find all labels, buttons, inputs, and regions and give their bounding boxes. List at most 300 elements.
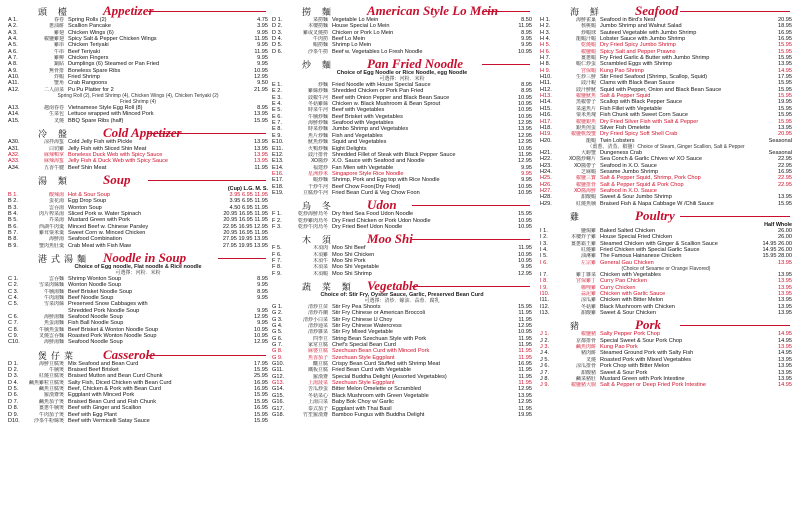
item-price: 11.95: [254, 164, 268, 171]
section-note: （薑蔥、清蒸、椒鹽）Choice of Steam, Ginger Scallion, Salt & Pepper: [587, 143, 745, 150]
item-price: 11.95: [518, 348, 532, 355]
item-name: Bamboo Fungus with Buddha Delight: [332, 411, 425, 418]
item-number: B 9.: [8, 242, 18, 249]
section-title-chinese: 蔬 菜 類: [302, 283, 355, 293]
item-name: Crab Rangoons: [68, 80, 108, 87]
item-name-chinese: 蔥油餅: [48, 23, 64, 30]
item-name: Stir Fry Mixed Vegetable: [332, 329, 393, 336]
section-title-chinese: 海 鮮: [570, 8, 603, 18]
item-number: F 8.: [272, 264, 282, 271]
item-name: Fish and Vegetables: [332, 132, 383, 139]
section-title: Udon: [367, 197, 397, 213]
item-name-chinese: 清炒雜菜: [307, 329, 328, 336]
item-name: House Special Fried Chicken: [600, 234, 673, 241]
item-number: J 1.: [540, 331, 550, 338]
item-number: A 7.: [8, 55, 18, 62]
item-number: C 8.: [8, 326, 19, 333]
item-name-chinese: 魷魚炒麵: [307, 139, 328, 146]
item-name: X.O. Sauce with Seafood and Noodle: [332, 158, 425, 165]
item-name: Salt & Pepper Squid, Shrimp, Pork Chop: [600, 175, 701, 182]
item-price: 4.75: [257, 17, 268, 23]
item-name-chinese: 雪菜肉絲: [43, 301, 64, 308]
item-price: 14.95 26.00: [762, 240, 792, 247]
item-price: 15.95: [778, 86, 792, 93]
item-name-chinese: 清炒通菜: [307, 323, 328, 330]
item-number: I 8.: [540, 278, 548, 285]
item-price: 15.95: [518, 211, 532, 218]
item-price: 17.95: [254, 360, 268, 367]
item-name-chinese: 星洲炒米: [307, 170, 328, 177]
item-price: 12.95: [518, 270, 532, 277]
item-number: F 3.: [272, 223, 282, 230]
item-number: A 8.: [8, 61, 18, 68]
item-number: E 1.: [272, 82, 282, 89]
item-name: Beef Chow Foon(Dry Fried): [332, 183, 401, 190]
item-name: Special Buddha Delight (Assorted Vegetables): [332, 373, 447, 380]
item-name: Wonton Noodle Soup: [68, 282, 122, 289]
item-price: 14.95: [778, 331, 792, 338]
item-price: 10.95: [518, 101, 532, 108]
item-number: E 2.: [272, 88, 282, 95]
item-price: 8.95: [257, 275, 268, 282]
item-name-chinese: 豉汁排骨: [307, 151, 328, 158]
item-number: H27.: [540, 187, 552, 194]
menu-item: [8, 418, 268, 424]
item-number: F 7.: [272, 257, 282, 264]
item-price: 11.95: [518, 316, 532, 323]
item-name: Dry fried Sea Food Udon Noodle: [332, 211, 414, 218]
item-name: Beef, Chicken & Pork with Bean Curd: [68, 386, 161, 393]
item-name: Stir Fry Chinese or American Broccoli: [332, 310, 425, 317]
item-name: Fan Mien with Vegetable: [332, 164, 394, 171]
item-price: 9.95: [257, 307, 268, 314]
item-price: 16.95: [254, 405, 268, 412]
item-name-chinese: 紅燒魚腩: [575, 200, 596, 207]
item-name: Twin Lobsters: [600, 137, 635, 144]
item-price: 13.95: [778, 310, 792, 317]
item-number: E18.: [272, 183, 284, 190]
item-price: 12.95: [254, 314, 268, 321]
item-name: Mustard Green with Pork: [68, 217, 130, 224]
item-name-chinese: 雞絲炒麵: [307, 88, 328, 95]
item-number: B 1.: [8, 191, 18, 198]
item-name-chinese: 芝麻蝦: [580, 168, 596, 175]
item-name-chinese: 蝦仁炒蛋: [575, 61, 596, 68]
item-price: 14.95: [778, 337, 792, 344]
item-name: BBQ Spare Ribs (half): [68, 117, 124, 124]
item-name: Spicy Salt and Pepper Prawns: [600, 48, 676, 55]
item-number: J 2.: [540, 337, 550, 344]
item-name-chinese: 冬菇雞: [580, 303, 596, 310]
item-number: H15.: [540, 105, 552, 112]
section-title: Pork: [635, 317, 661, 333]
item-name-chinese: XO醬炒螺片: [568, 156, 596, 163]
item-name-chinese: 芥菜湯: [48, 217, 64, 224]
item-price: 13.95: [778, 124, 792, 131]
section-header: [272, 198, 532, 211]
item-number: H25.: [540, 175, 552, 182]
item-name-chinese: 春卷: [53, 17, 64, 23]
item-number: H 8.: [540, 61, 551, 68]
item-name-chinese: 涼瓜排骨: [575, 363, 596, 370]
item-price: 14.95 26.00: [762, 247, 792, 253]
item-number: G12.: [272, 373, 285, 380]
item-name: Mustard Green with Pork Intestine: [600, 375, 685, 382]
item-name-chinese: 炸蝦: [53, 74, 64, 81]
item-name: Kung Pao Shrimp: [600, 67, 644, 74]
item-name: Clams with Black Bean Sauce: [600, 80, 675, 87]
item-price: 16.95: [254, 379, 268, 386]
item-name-chinese: 乾炒雞肉烏冬: [297, 217, 328, 224]
item-name: Beef w. Vegetables Lo Fresh Noodle: [332, 48, 423, 55]
item-number: E 6.: [272, 113, 282, 120]
item-name-chinese: 豉椒牛河: [307, 94, 328, 101]
section-note: 可選擇：河粉．米粉: [379, 76, 425, 83]
item-number: D 2.: [8, 367, 19, 374]
item-name: Curry Chicken: [600, 284, 636, 291]
item-number: I 1.: [540, 227, 548, 234]
item-number: H16.: [540, 112, 552, 119]
item-number: C10.: [8, 339, 20, 346]
item-price: 13.95: [254, 158, 268, 165]
item-name-chinese: 魚香茄子: [307, 354, 328, 361]
item-name-chinese: 木須肉: [312, 245, 328, 252]
item-number: H 7.: [540, 55, 551, 62]
item-name: Chef's Special Bean Curd: [332, 342, 396, 349]
item-name: Seafood with Vegetables: [332, 120, 394, 127]
item-name-chinese: 本樓撈麵: [307, 23, 328, 30]
item-name: Stir Fry Pea Shoots: [332, 304, 381, 310]
item-number: E10.: [272, 139, 284, 146]
item-name: Squid with Pepper, Onion and Black Bean Sauce: [600, 86, 722, 93]
item-price: 13.95: [778, 284, 792, 291]
item-number: H 3.: [540, 29, 551, 36]
item-name-chinese: 福建炒: [312, 164, 328, 171]
item-price: 22.95 16.95 12.95: [222, 223, 268, 230]
item-name-chinese: 椒鹽蝦: [580, 48, 596, 55]
item-name-chinese: 清炒豆苗: [307, 304, 328, 310]
section-divider: [148, 180, 266, 181]
item-name: Salty Fish, Diced Chicken with Bean Curd: [68, 379, 172, 386]
item-price: 13.95: [778, 259, 792, 266]
item-number: E 7.: [272, 120, 282, 127]
section-title-chinese: 豬: [570, 322, 584, 333]
item-name: Stir Fried Seafood (Shrimp, Scallop, Squid): [600, 74, 707, 81]
item-name: Black Mushroom with Chicken: [600, 303, 675, 310]
item-price: 10.95: [518, 183, 532, 190]
menu-item: [8, 339, 268, 345]
item-name-chinese: 牛腩魚蛋麵: [38, 326, 64, 333]
item-number: E 9.: [272, 132, 282, 139]
item-number: B 8.: [8, 236, 18, 243]
item-price: 16.95: [254, 386, 268, 393]
item-number: D 7.: [8, 398, 19, 405]
item-number: H11.: [540, 80, 552, 87]
item-number: G 5.: [272, 329, 283, 336]
item-name-chinese: 雲吞湯: [48, 204, 64, 211]
item-name: Silver Fish Omelette: [600, 124, 651, 131]
item-name: Singapore Style Rice Noodle: [332, 170, 404, 177]
item-name-chinese: 椒鹽銀魚: [575, 118, 596, 125]
item-name: Preserved Snow Cabbages with: [68, 301, 148, 308]
item-name-chinese: 椒鹽豬: [580, 331, 596, 338]
item-price: 11.95: [518, 151, 532, 158]
item-name-chinese: 干炒牛河: [307, 183, 328, 190]
item-name: Sweet & Sour Pork: [600, 369, 648, 376]
item-number: E16.: [272, 170, 284, 177]
item-name: Dry Fried Chicken or Pork Udon Noodle: [332, 217, 431, 224]
item-price: 26.00: [778, 227, 792, 234]
item-name-chinese: 椒鹽豬大腸: [570, 382, 596, 389]
item-number: D10.: [8, 417, 20, 424]
item-price: 10.95: [254, 326, 268, 333]
item-number: H26.: [540, 181, 552, 188]
item-name-chinese: 龍蝦: [585, 137, 596, 144]
section-subtitle: Choice of Egg Noodle or Rice Noodle, egg Noodle: [336, 70, 468, 77]
item-number: I 4.: [540, 247, 548, 253]
item-name: Pork Chop with Bitter Melon: [600, 363, 670, 370]
item-name-chinese: 羅漢齋: [312, 373, 328, 380]
item-number: B 4.: [8, 210, 18, 217]
item-number: E14.: [272, 164, 284, 171]
item-number: E 5.: [272, 107, 282, 114]
item-name: Salt & Pepper Squid: [600, 93, 651, 100]
section-header: [8, 348, 268, 361]
item-name: Egg Drop Soup: [68, 198, 107, 205]
item-price: 12.95: [518, 158, 532, 165]
item-price: 10.95: [518, 145, 532, 152]
item-number: G 2.: [272, 310, 283, 317]
item-price: 9.95: [521, 42, 532, 49]
menu-item: [272, 412, 532, 418]
item-price: 25.95: [254, 373, 268, 380]
menu-item: [540, 382, 792, 388]
item-name: Beef with Onion Pepper and Black Bean Sauce: [332, 94, 450, 101]
item-name-chinese: 紅燒雞: [580, 247, 596, 253]
item-name-chinese: 海鮮豆腐煲: [38, 360, 64, 367]
item-number: J 9.: [540, 382, 550, 389]
item-name-chinese: 雞串: [53, 42, 64, 49]
item-name: Beef with Vermicelli Satay Sauce: [68, 417, 150, 424]
item-name-chinese: 宮保蝦: [580, 67, 596, 74]
item-number: G13.: [272, 380, 285, 387]
section-title-chinese: 炒 麵: [302, 61, 335, 72]
item-number: G 7.: [272, 342, 283, 349]
item-price: 11.95: [254, 48, 268, 55]
item-price: 20.95 16.95 11.95: [223, 217, 268, 224]
item-number: C 9.: [8, 333, 19, 340]
item-price: 16.95: [778, 36, 792, 43]
item-name-chinese: 核桃蝦: [580, 23, 596, 30]
item-number: E13.: [272, 158, 284, 165]
item-name: Wonton Soup: [68, 204, 102, 211]
item-price: 16.95: [778, 29, 792, 36]
section-header: [272, 4, 532, 17]
item-name: Salt & Pepper or Deep Fried Pork Intestine: [600, 382, 707, 389]
item-number: H13.: [540, 93, 552, 100]
item-number: A31.: [8, 145, 20, 152]
item-price: 15.95: [778, 118, 792, 125]
item-price: 10.95: [518, 257, 532, 264]
item-number: D 5.: [8, 386, 19, 393]
item-name: Moo Shi Shrimp: [332, 270, 372, 277]
item-name: Seafood Noodle Soup: [68, 339, 123, 346]
item-price: 10.95: [518, 189, 532, 196]
item-name: Vegetable Lo Mein: [332, 17, 379, 23]
item-number: D 5.: [272, 42, 283, 49]
item-price: 15.95: [518, 304, 532, 310]
item-price: 3.95 6.95 11.95: [229, 191, 268, 198]
item-name: Salt & Pepper Squid & Pork Chop: [600, 181, 684, 188]
section-subtitle: Choice of Egg noodle, Flat noodle & Rice noodle: [74, 263, 202, 270]
item-number: G16.: [272, 399, 285, 406]
item-name-chinese: 牛腩煲: [48, 367, 64, 374]
item-number: A 6.: [8, 48, 18, 55]
item-number: A11.: [8, 80, 20, 87]
item-number: D 4.: [8, 379, 19, 386]
item-number: G 4.: [272, 323, 283, 330]
item-number: E 3.: [272, 94, 282, 101]
item-price: 9.95: [257, 295, 268, 301]
item-price: 15.95: [254, 398, 268, 405]
item-name: Sesame Jumbo Shrimp: [600, 168, 659, 175]
item-name-chinese: 家常豆腐: [307, 342, 328, 349]
item-name-chinese: 宮保雞丁: [575, 278, 596, 285]
item-number: I12.: [540, 303, 550, 310]
item-price: 11.95: [518, 354, 532, 361]
section-header: [8, 4, 268, 17]
item-name: Lettuce wrapped with Minced Pork: [68, 111, 154, 118]
item-name: Pu Pu Platter for 2: [68, 86, 114, 93]
item-name: Beef Brisket Noodle Soup: [68, 288, 133, 295]
item-name-chinese: 大螃蟹: [580, 149, 596, 156]
item-name: Spicy Salt & Pepper Chicken Wings: [68, 36, 157, 43]
item-price: 15.95 28.00: [762, 253, 792, 260]
item-name-chinese: XO醬帶子: [573, 162, 596, 169]
item-name: Black Mushroom with Green Vegetable: [332, 392, 429, 399]
item-name: Jumbo Shrimp and Vegetables: [332, 126, 409, 133]
item-price: 13.95: [778, 369, 792, 376]
item-number: H18.: [540, 124, 552, 131]
item-name: Eggplant with Thai Basil: [332, 405, 392, 412]
item-number: H24.: [540, 168, 552, 175]
item-name: Roasted Pork with Mixed Vegetables: [600, 356, 692, 363]
item-name: Shrimp Wonton Soup: [68, 275, 122, 282]
item-number: D 2.: [272, 23, 283, 30]
section-title-chinese: 煲仔菜: [38, 351, 78, 362]
item-name-chinese: 四季豆: [312, 335, 328, 342]
item-name: Braised Fish & Napa Cabbage W /Chili Sauce: [600, 200, 714, 207]
item-name-chinese: 京都排骨: [575, 337, 596, 344]
section-title: American Style Lo Mein: [367, 3, 499, 18]
item-name-chinese: 粟米魚塊: [575, 112, 596, 119]
item-name: Braised Beef Brisket: [68, 367, 119, 374]
item-name: Scallop with Black Pepper Sauce: [600, 99, 683, 106]
item-name: Lobster Sauce with Jumbo Shrimp: [600, 36, 686, 43]
item-name: Beef with Vegetables: [332, 107, 385, 114]
section-header: [8, 126, 268, 139]
item-price: 8.50: [521, 17, 532, 23]
item-number: E19.: [272, 189, 284, 196]
item-name: Sliced Pork w. Water Spinach: [68, 210, 142, 217]
item-number: E11.: [272, 145, 284, 152]
item-name-chinese: 鹹魚茄子煲: [38, 398, 64, 405]
item-name: Chicken with Vegetables: [600, 272, 661, 279]
item-number: A 3.: [8, 29, 18, 36]
section-divider: [412, 239, 530, 240]
item-price: 9.95: [257, 55, 268, 62]
section-header: [540, 209, 792, 222]
section-title: Vegetable: [367, 278, 419, 293]
item-number: D 1.: [272, 17, 283, 23]
item-name: Chicken Fingers: [68, 55, 109, 62]
item-name-chinese: 雞茸粟米羹: [38, 229, 64, 236]
item-name-chinese: 麻辣鴨掌: [43, 151, 64, 158]
item-name: Steamed Chicken with Ginger & Scallion Sauce: [600, 240, 718, 247]
item-number: A 1.: [8, 17, 18, 23]
item-name: Crab Meat with Fish Maw: [68, 242, 132, 249]
item-name: Szechuan Style Eggplant: [332, 380, 395, 387]
item-name: Dry Fried Silver Fish with Salt & Pepper: [600, 118, 699, 125]
item-name: Stir Fry Chinese U Choy: [332, 316, 393, 323]
item-name: Fried Noodle with House Special Sauce: [332, 82, 431, 89]
section-title-chinese: 港式湯麵: [38, 254, 91, 265]
item-name: Dry Fried Beef Udon Noodle: [332, 223, 403, 230]
item-number: H10.: [540, 74, 552, 81]
item-name: Sweet & Sour Jumbo Shrimp: [600, 194, 672, 201]
item-name-chinese: 牛肉撈: [312, 36, 328, 43]
item-price: 10.95: [254, 333, 268, 340]
section-divider: [680, 325, 790, 326]
item-name: String Bean Szechuan Style with Pork: [332, 335, 427, 342]
item-number: A 2.: [8, 23, 18, 30]
item-number: H23.: [540, 162, 552, 169]
item-price: Seasonal: [768, 137, 792, 144]
item-name: Dumplings (6) Steamed or Pan Fried: [68, 61, 160, 68]
item-name: Chicken or Pork Lo Mein: [332, 29, 394, 36]
item-name: Curry Pao Chicken: [600, 278, 647, 285]
item-name: Shrimp, Pork and Egg top with Rice Noodle: [332, 177, 440, 184]
item-price: 9.95: [257, 61, 268, 68]
item-name: Baby Bok Choy w/ Garlic: [332, 399, 394, 406]
item-number: I11.: [540, 297, 549, 304]
item-name: Fried Shrimp: [68, 74, 101, 81]
item-number: H17.: [540, 118, 552, 125]
item-price: 12.95: [518, 120, 532, 127]
item-price: 15.95: [254, 367, 268, 374]
item-number: A10.: [8, 74, 20, 81]
item-name: Crispy Bean Curd Stuffed with Shrimp Meat: [332, 361, 441, 368]
item-name-chinese: 菜遠魚片: [575, 105, 596, 112]
item-name-chinese: 薑蔥蝦: [580, 55, 596, 62]
item-number: B 6.: [8, 223, 18, 230]
item-price: 14.95: [778, 67, 792, 74]
item-number: I 7.: [540, 272, 548, 279]
item-number: F 5.: [272, 245, 282, 252]
item-price: 15.95: [778, 48, 792, 55]
item-price: 19.95: [518, 411, 532, 418]
section-note: Spring Roll (2), Fried Shrimp (4), Chicken Wings (4), Chicken Teriyaki (2): [57, 93, 219, 100]
item-number: I 5.: [540, 253, 548, 260]
size-header-label: Half Whole: [764, 221, 792, 228]
item-number: G 6.: [272, 335, 283, 342]
item-name-chinese: 白切雞: [48, 145, 64, 152]
item-number: H14.: [540, 99, 552, 106]
item-number: J 4.: [540, 350, 550, 357]
item-price: 10.95: [518, 251, 532, 258]
item-price: 13.95: [778, 194, 792, 201]
item-price: 11.95: [518, 23, 532, 30]
